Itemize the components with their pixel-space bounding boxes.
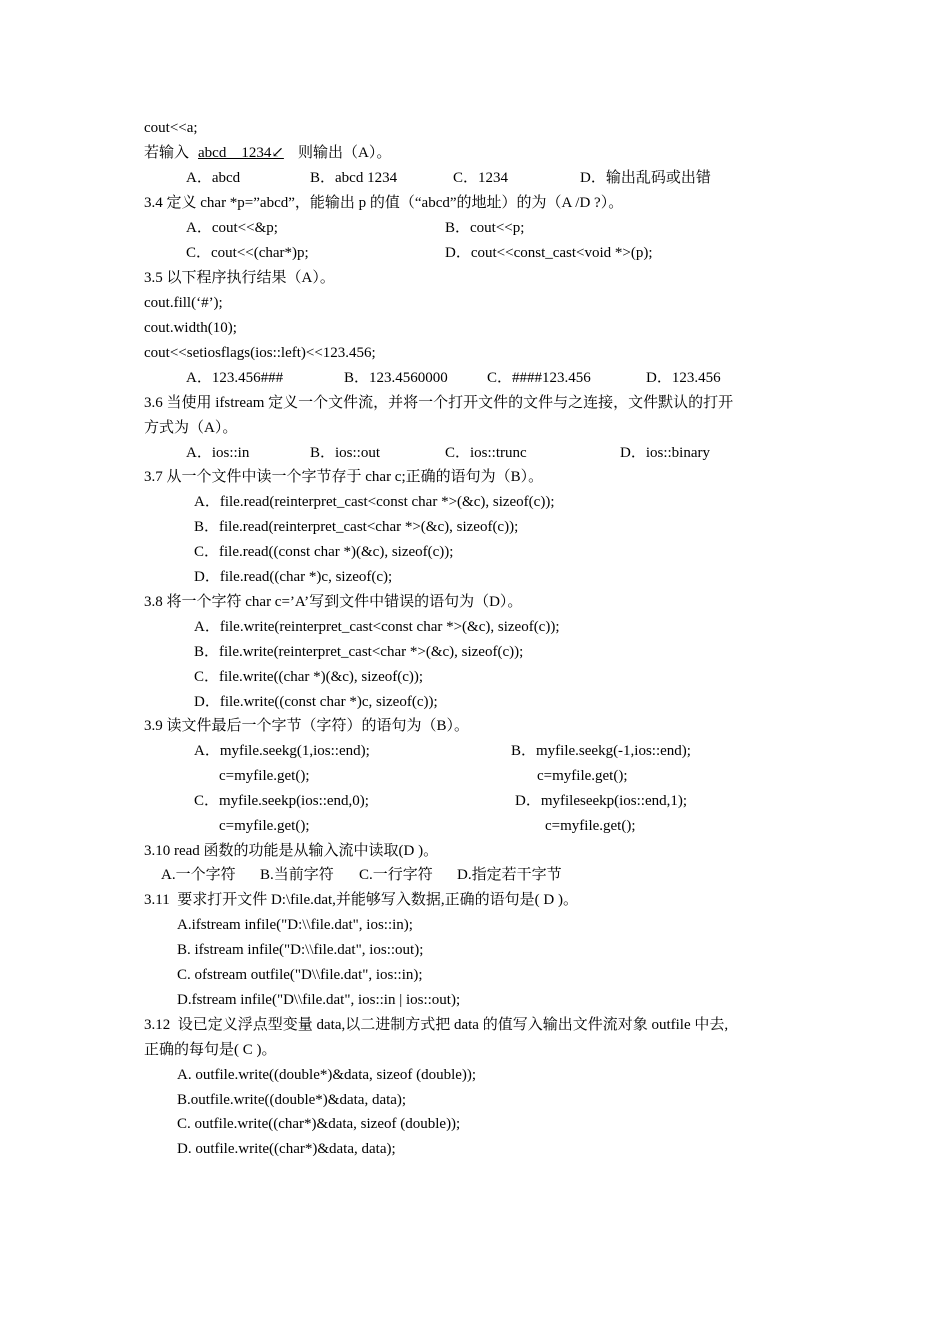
option-a: A．file.read(reinterpret_cast<const char *>(&c), sizeof(c)); bbox=[194, 494, 555, 510]
option-b: B．myfile.seekg(-1,ios::end); bbox=[511, 743, 691, 759]
option-a: A．abcd bbox=[186, 170, 241, 186]
option-c: C．ios::trunc bbox=[445, 445, 527, 461]
option-a: A. outfile.write((double*)&data, sizeof (double)); bbox=[177, 1067, 477, 1083]
option-b: B.outfile.write((double*)&data, data); bbox=[177, 1092, 407, 1108]
option-b: B．file.write(reinterpret_cast<char *>(&c), sizeof(c)); bbox=[194, 644, 524, 660]
option-c: C．file.read((const char *)(&c), sizeof(c)); bbox=[194, 544, 454, 560]
underlined-input: abcd 1234↙ bbox=[198, 145, 284, 161]
option-a-cont: c=myfile.get(); bbox=[219, 768, 310, 784]
code-line: cout.fill(‘#’); bbox=[144, 295, 223, 311]
option-d: D．cout<<const_cast<void *>(p); bbox=[445, 245, 653, 261]
option-d: D.指定若干字节 bbox=[457, 867, 562, 883]
option-c: C．####123.456 bbox=[487, 370, 591, 386]
option-d: D. outfile.write((char*)&data, data); bbox=[177, 1141, 396, 1157]
option-b-cont: c=myfile.get(); bbox=[537, 768, 628, 784]
question-3-8: 3.8 将一个字符 char c=’A’写到文件中错误的语句为（D）。 bbox=[144, 594, 523, 610]
question-3-6: 3.6 当使用 ifstream 定义一个文件流，并将一个打开文件的文件与之连接，文件默认的打开 bbox=[144, 395, 734, 411]
code-line: cout.width(10); bbox=[144, 320, 237, 336]
option-b: B．abcd 1234 bbox=[310, 170, 398, 186]
option-d: D．myfileseekp(ios::end,1); bbox=[515, 793, 688, 809]
option-b: B. ifstream infile("D:\\file.dat", ios::out); bbox=[177, 942, 424, 958]
text-line: 则输出（A）。 bbox=[298, 145, 392, 161]
question-3-9: 3.9 读文件最后一个字节（字符）的语句为（B）。 bbox=[144, 718, 470, 734]
option-d: D.fstream infile("D\\file.dat", ios::in | ios::out); bbox=[177, 992, 461, 1008]
question-3-12-cont: 正确的每句是( C )。 bbox=[144, 1042, 277, 1058]
option-c: C. ofstream outfile("D\\file.dat", ios::in); bbox=[177, 967, 423, 983]
option-a: A．cout<<&p; bbox=[186, 220, 278, 236]
option-a: A．myfile.seekg(1,ios::end); bbox=[194, 743, 370, 759]
question-3-10: 3.10 read 函数的功能是从输入流中读取(D )。 bbox=[144, 843, 439, 859]
option-c: C．myfile.seekp(ios::end,0); bbox=[194, 793, 369, 809]
text-line: 若输入 bbox=[144, 145, 190, 161]
option-d: D．123.456 bbox=[646, 370, 721, 386]
option-b: B．123.4560000 bbox=[344, 370, 448, 386]
option-b: B．cout<<p; bbox=[445, 220, 525, 236]
option-c-cont: c=myfile.get(); bbox=[219, 818, 310, 834]
option-b: B．file.read(reinterpret_cast<char *>(&c), sizeof(c)); bbox=[194, 519, 519, 535]
option-c: C．1234 bbox=[453, 170, 509, 186]
option-b: B.当前字符 bbox=[260, 867, 334, 883]
option-c: C．cout<<(char*)p; bbox=[186, 245, 309, 261]
option-d: D．file.read((char *)c, sizeof(c); bbox=[194, 569, 393, 585]
option-c: C．file.write((char *)(&c), sizeof(c)); bbox=[194, 669, 424, 685]
question-3-11: 3.11 要求打开文件 D:\file.dat,并能够写入数据,正确的语句是( D )。 bbox=[144, 892, 578, 908]
option-d: D．ios::binary bbox=[620, 445, 710, 461]
question-3-7: 3.7 从一个文件中读一个字节存于 char c;正确的语句为（B）。 bbox=[144, 469, 544, 485]
option-a: A．file.write(reinterpret_cast<const char *>(&c), sizeof(c)); bbox=[194, 619, 560, 635]
option-b: B．ios::out bbox=[310, 445, 381, 461]
option-a: A.ifstream infile("D:\\file.dat", ios::in); bbox=[177, 917, 413, 933]
option-a: A．ios::in bbox=[186, 445, 250, 461]
option-c: C. outfile.write((char*)&data, sizeof (double)); bbox=[177, 1116, 461, 1132]
option-c: C.一行字符 bbox=[359, 867, 433, 883]
question-3-5: 3.5 以下程序执行结果（A）。 bbox=[144, 270, 335, 286]
option-a: A．123.456### bbox=[186, 370, 284, 386]
question-3-6-cont: 方式为（A）。 bbox=[144, 420, 238, 436]
code-line: cout<<setiosflags(ios::left)<<123.456; bbox=[144, 345, 376, 361]
option-a: A.一个字符 bbox=[161, 867, 236, 883]
option-d: D．输出乱码或出错 bbox=[580, 170, 711, 186]
question-3-4: 3.4 定义 char *p=”abcd”，能输出 p 的值（“abcd”的地址）的为（A /D ?）。 bbox=[144, 195, 624, 211]
text-line: cout<<a; bbox=[144, 120, 198, 136]
option-d: D．file.write((const char *)c, sizeof(c)); bbox=[194, 694, 438, 710]
option-d-cont: c=myfile.get(); bbox=[545, 818, 636, 834]
question-3-12: 3.12 设已定义浮点型变量 data,以二进制方式把 data 的值写入输出文件流对象 outfile 中去, bbox=[144, 1017, 729, 1033]
